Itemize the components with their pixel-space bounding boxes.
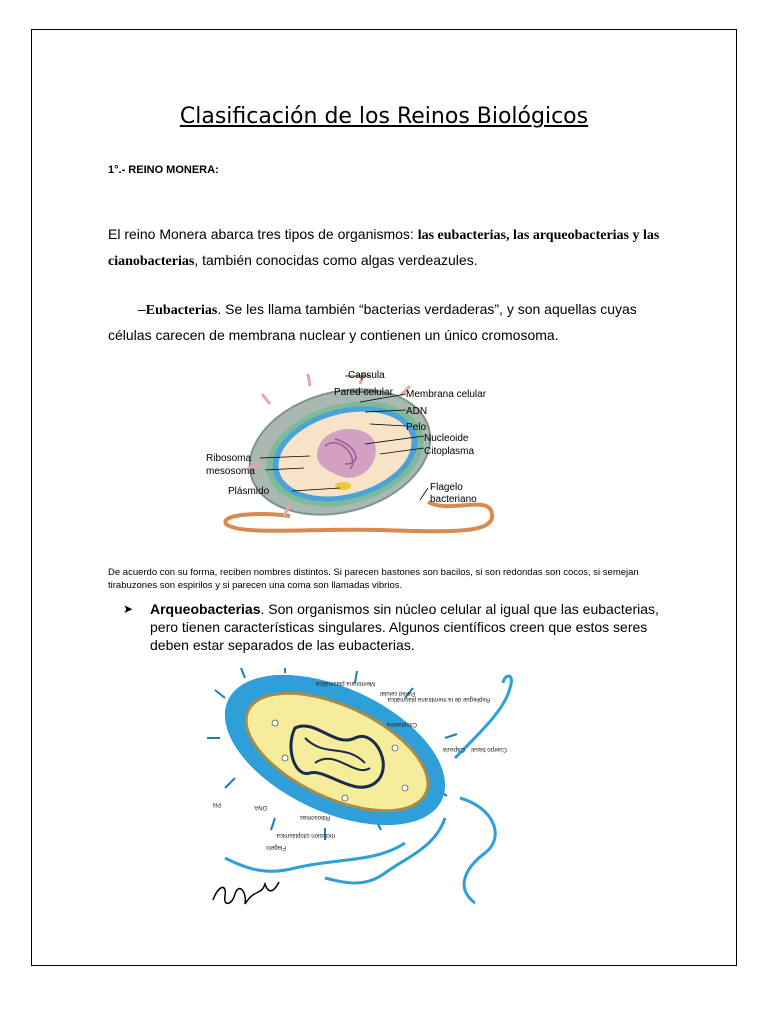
label2-capsula: Cápsula bbox=[442, 746, 465, 752]
label-ribosoma: Ribosoma bbox=[206, 453, 252, 464]
flagellum-d bbox=[225, 843, 405, 871]
intro-text-2: , también conocidas como algas verdeazules. bbox=[194, 252, 478, 268]
flagellum-b bbox=[460, 798, 495, 903]
flagellum-a bbox=[455, 676, 511, 758]
arrow-bullet-icon: ➤ bbox=[123, 602, 134, 616]
arqueobacterias-term: Arqueobacterias bbox=[150, 601, 261, 617]
label2-flagelo: Flagelo bbox=[266, 844, 286, 850]
arqueobacterias-bullet bbox=[123, 600, 670, 654]
eubacterias-dash: – bbox=[138, 301, 146, 317]
label-pelo: Pelo bbox=[406, 422, 427, 433]
label2-adn: DNA bbox=[254, 804, 267, 810]
archaebacteria-diagram bbox=[205, 668, 535, 918]
label2-citoplasma: Citoplasma bbox=[386, 721, 417, 727]
label2-pili: Pili bbox=[212, 801, 221, 807]
label2-cuerpo-basal: Cuerpo basal bbox=[471, 746, 507, 752]
label2-ribosomas: Ribosomas bbox=[299, 814, 330, 820]
signature bbox=[213, 882, 279, 904]
eubacterias-text: . Se les llama también “bacterias verdaderas”, y son aquellas cuyas células carecen de membrana nuclear y contienen un único cromosoma. bbox=[108, 301, 637, 343]
label-flagelo-1: Flagelo bbox=[430, 482, 463, 493]
label-capsula: Capsula bbox=[348, 370, 385, 381]
document-title: Clasificación de los Reinos Biológicos bbox=[179, 104, 589, 129]
label-citoplasma: Citoplasma bbox=[424, 446, 475, 457]
label-adn: ADN bbox=[406, 406, 428, 417]
eubacterias-paragraph bbox=[108, 297, 668, 348]
eubacterias-term: Eubacterias bbox=[145, 303, 218, 318]
figure-caption: De acuerdo con su forma, reciben nombres distintos. Si parecen bastones son bacilos, si son redondas son cocos, si semejan tirabuzones son espirilos y si parecen una coma son llamadas vibrios. bbox=[108, 567, 639, 591]
section-heading: 1°.- REINO MONERA: bbox=[108, 164, 219, 176]
label-pared: Pared celular bbox=[334, 387, 393, 398]
intro-paragraph bbox=[108, 222, 668, 274]
intro-text-1: El reino Monera abarca tres tipos de organismos: bbox=[108, 226, 418, 242]
eubacteria-diagram bbox=[200, 364, 512, 560]
label-plasmido: Plásmido bbox=[228, 486, 270, 497]
label2-membrana: Membrana plasmática bbox=[315, 680, 375, 686]
intro-bold: las eubacterias, las arqueobacterias y las cianobacterias bbox=[108, 228, 660, 269]
label-nucleoide: Nucleoide bbox=[424, 433, 469, 444]
label2-inclusion: Inclusión citoplásmica bbox=[276, 832, 335, 838]
arqueobacterias-text: . Son organismos sin núcleo celular al igual que las eubacterias, pero tienen características singulares. Algunos científicos creen que estos seres deben estar separados de las eubacterias. bbox=[150, 601, 659, 653]
label-mesosoma: mesosoma bbox=[206, 466, 255, 477]
plasmid bbox=[335, 482, 351, 490]
label-membrana: Membrana celular bbox=[406, 389, 487, 400]
flagellum-c bbox=[325, 818, 445, 883]
label-flagelo-2: bacteriano bbox=[430, 494, 477, 505]
label2-repliegue: Repliegue de la membrana plasmática bbox=[387, 696, 490, 702]
label2-pared: Pared celular bbox=[379, 690, 415, 696]
